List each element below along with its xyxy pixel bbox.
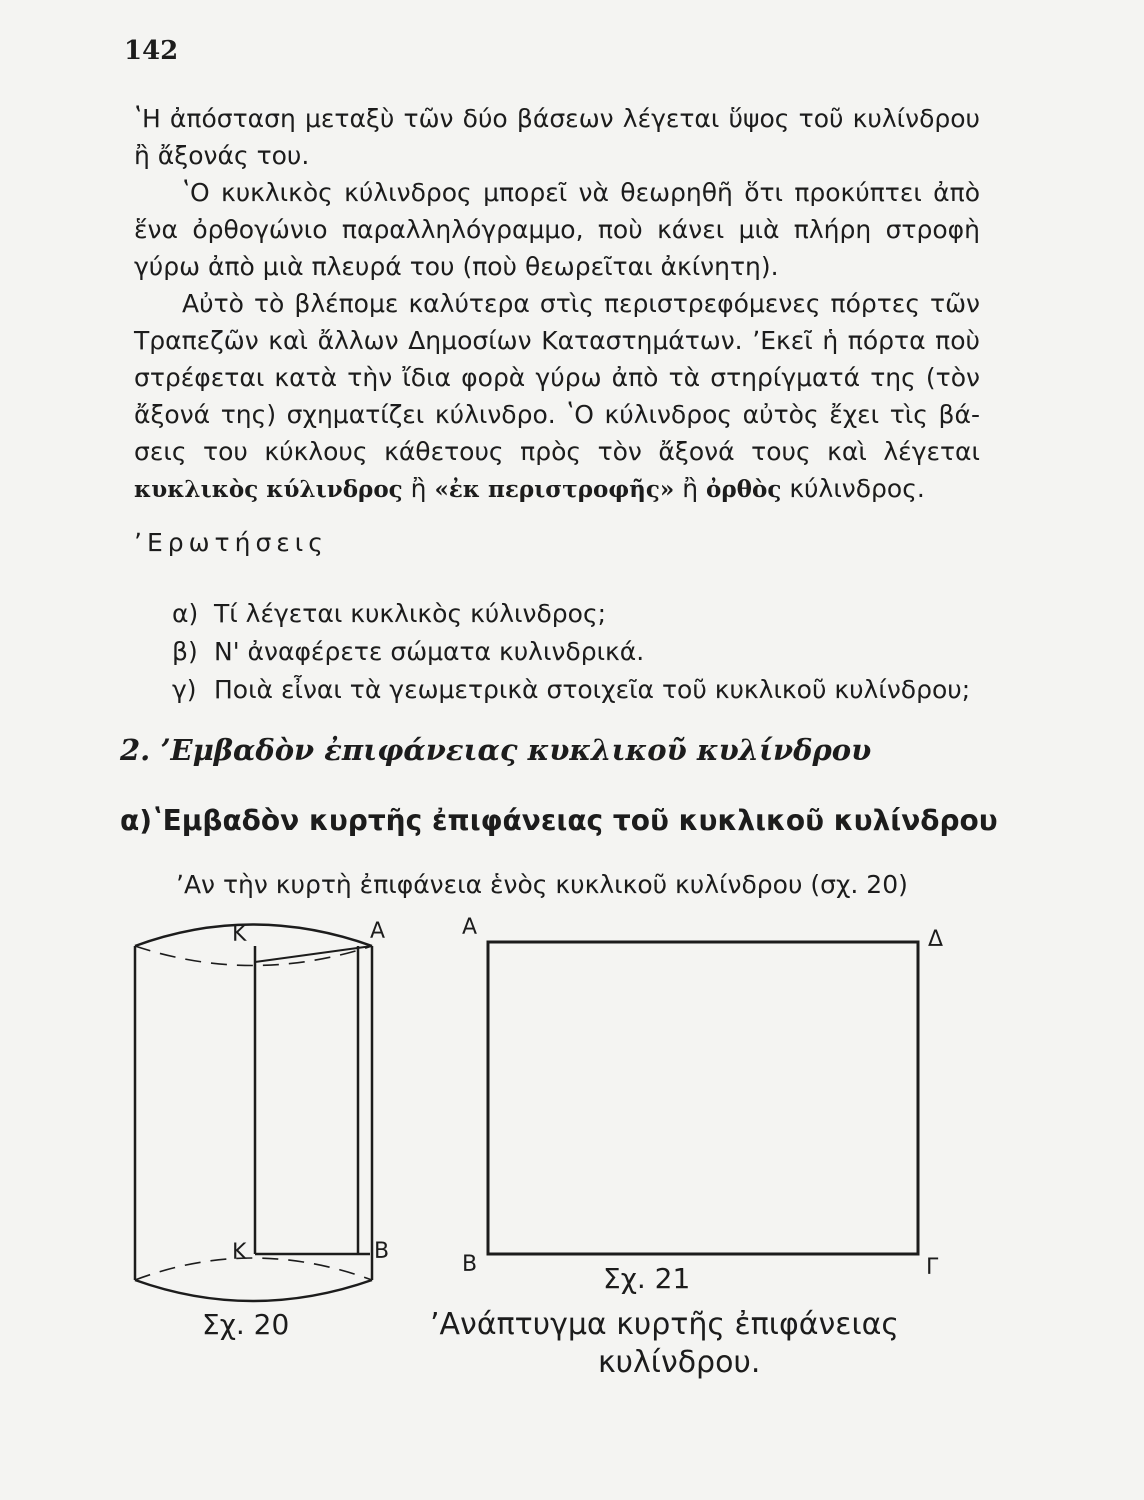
cylinder-bottom-back-arc bbox=[135, 1258, 372, 1280]
questions-heading: ʼΕρωτήσεις bbox=[134, 528, 328, 557]
question-label: α) bbox=[172, 599, 199, 628]
term-right: ὀρθὸς bbox=[706, 476, 782, 503]
fig21-label-B: Β bbox=[462, 1252, 478, 1277]
fig21-label-A: Α bbox=[462, 915, 478, 940]
question-text: Ποιὰ εἶναι τὰ γεωμετρικὰ στοιχεῖα τοῦ κυκλικοῦ κυλίνδρου; bbox=[214, 675, 971, 704]
cylinder-top-back-arc bbox=[135, 946, 372, 966]
fig20-label-bottom-left: Κ bbox=[232, 1240, 247, 1265]
fig21-label-D: Δ bbox=[928, 927, 944, 952]
question-text: Τί λέγεται κυκλικὸς κύλινδρος; bbox=[214, 599, 607, 628]
subsection-title: α)ʽΕμβαδὸν κυρτῆς ἐπιφάνειας τοῦ κυκλικοῦ κυλίνδρου bbox=[120, 804, 998, 837]
fig21-description-line1: ʼΑνάπτυγμα κυρτῆς ἐπιφάνειας bbox=[430, 1307, 900, 1342]
paragraph-ending: κύλινδρος. bbox=[789, 474, 925, 503]
fig20-label-top-right: Α bbox=[370, 919, 386, 944]
term-of-revolution: «ἐκ περιστροφῆς» bbox=[434, 476, 675, 503]
figure-21-rectangle bbox=[488, 942, 918, 1254]
connector-or-1: ἢ bbox=[410, 474, 427, 503]
paragraph-height-definition: ʽΗ ἀπόσταση μεταξὺ τῶν δύο βάσεων λέγεται ὕψος τοῦ κυλίνδρου ἢ ἄξονάς του. bbox=[134, 104, 980, 170]
fig21-caption: Σχ. 21 bbox=[603, 1262, 691, 1295]
intro-line: ʼΑν τὴν κυρτὴ ἐπιφάνεια ἑνὸς κυκλικοῦ κυλίνδρου (σχ. 20) bbox=[176, 870, 908, 899]
cylinder-top-front-arc bbox=[135, 925, 372, 947]
connector-or-2: ἢ bbox=[682, 474, 699, 503]
figure-20-cylinder bbox=[135, 925, 372, 1302]
question-label: γ) bbox=[172, 675, 197, 704]
revolving-doors-text: Αὐτὸ τὸ βλέπομε καλύτερα στὶς περιστρεφόμενες πόρτες τῶν Τραπεζῶν καὶ ἄλλων Δημοσίων Καταστημάτων. ʼΕκεῖ ἡ πόρτα ποὺ στρέφεται κατὰ τὴν ἴδια φορὰ γύρω ἀπὸ τὰ στηρίγματά της (τὸν ἄξονά της) σχηματίζει κύλινδρο. ʽΟ κύλινδρος αὐτὸς ἔχει τὶς βάσεις του κύκλους κάθετους πρὸς τὸν ἄξονά τους καὶ λέγεται bbox=[134, 289, 980, 466]
fig21-description-line2: κυλίνδρου. bbox=[598, 1345, 761, 1380]
question-label: β) bbox=[172, 637, 198, 666]
fig20-caption: Σχ. 20 bbox=[202, 1308, 290, 1341]
fig21-label-G: Γ bbox=[926, 1255, 939, 1280]
question-text: Ν' ἀναφέρετε σώματα κυλινδρικά. bbox=[214, 637, 645, 666]
cylinder-bottom-front-arc bbox=[135, 1280, 372, 1301]
fig20-label-top-left: Κ bbox=[232, 922, 247, 947]
term-circular-cylinder: κυκλικὸς κύλινδρος bbox=[134, 476, 403, 503]
fig20-label-bottom-right: Β bbox=[374, 1239, 390, 1264]
paragraph-cylinder-rotation: ʽΟ κυκλικὸς κύλινδρος μπορεῖ νὰ θεωρηθῆ ὅτι προκύπτει ἀπὸ ἕνα ὀρθογώνιο παραλληλόγραμμο, ποὺ κάνει μιὰ πλήρη στροφὴ γύρω ἀπὸ μιὰ πλευρά του (ποὺ θεωρεῖται ἀκίνητη). bbox=[134, 178, 980, 281]
unrolled-edge-top bbox=[255, 946, 372, 962]
page-number: 142 bbox=[124, 36, 179, 66]
section-title: 2. ʼΕμβαδὸν ἐπιφάνειας κυκλικοῦ κυλίνδρου bbox=[120, 733, 872, 767]
